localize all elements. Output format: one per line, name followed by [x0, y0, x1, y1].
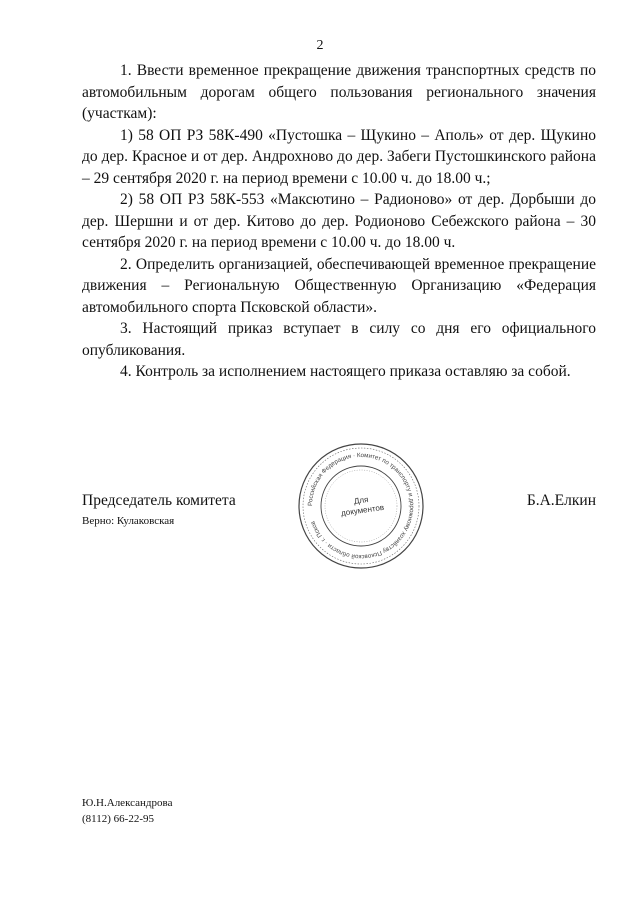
paragraph-3: 3. Настоящий приказ вступает в силу со дня его официального опубликования.: [82, 320, 596, 359]
paragraph-2: 2. Определить организацией, обеспечивающей временное прекращение движения – Региональную Общественную Организацию «Федерация автомобильного спорта Псковской области».: [82, 255, 596, 316]
page-number: 2: [316, 38, 324, 53]
paragraph-1: 1. Ввести временное прекращение движения транспортных средств по автомобильным дорогам общего пользования регионального значения (участкам):: [82, 62, 596, 122]
stamp-center-line-2: документов: [340, 502, 385, 518]
footer: [82, 795, 172, 827]
signatory-title: Председатель комитета: [82, 492, 236, 509]
executor-phone: (8112) 66-22-95: [82, 813, 154, 825]
official-stamp: [296, 441, 426, 571]
paragraph-1-item-2: 2) 58 ОП РЗ 58К-553 «Максютино – Радионово» от дер. Дорбыши до дер. Шершни и от дер. Китово до дер. Родионово Себежского района – 30 сентября 2020 г. на период времени с 10.00 ч. до 18.00 ч.: [82, 191, 596, 251]
paragraph-4: 4. Контроль за исполнением настоящего приказа оставляю за собой.: [120, 363, 571, 380]
executor-name: Ю.Н.Александрова: [82, 797, 173, 809]
verification-note: Верно: Кулаковская: [82, 515, 175, 527]
stamp-center-line-1: Для: [353, 494, 369, 506]
signatory-name: Б.А.Елкин: [526, 492, 596, 509]
stamp-ring-text: Российская Федерация · Комитет по транспорту и дорожному хозяйству Псковской области · г. Псков: [306, 451, 416, 561]
document-body: [82, 60, 596, 383]
paragraph-1-item-1: 1) 58 ОП РЗ 58К-490 «Пустошка – Щукино – Аполь» от дер. Щукино до дер. Красное и от дер. Андрохново до дер. Забеги Пустошкинского района – 29 сентября 2020 г. на период времени с 10.00 ч. до 18.00 ч.;: [82, 126, 596, 187]
